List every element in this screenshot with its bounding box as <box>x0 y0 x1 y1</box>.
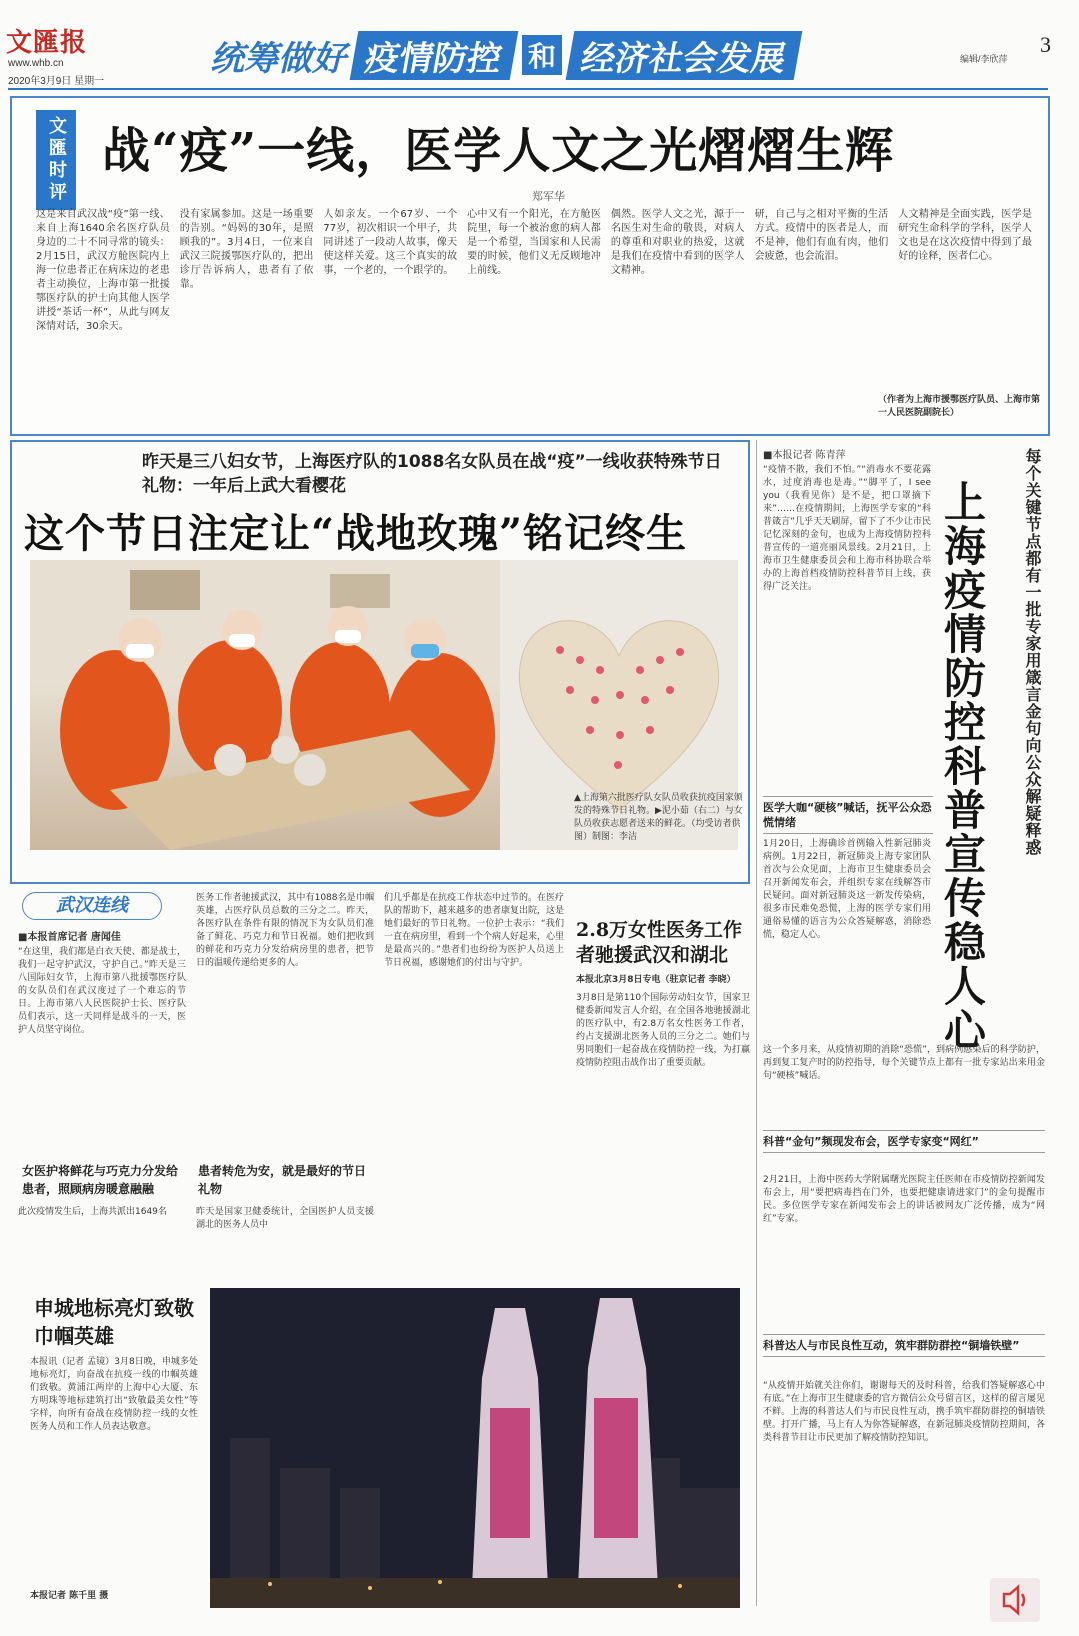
banner-word-2: 疫情防控 <box>350 31 519 80</box>
landmark-photo-credit: 本报记者 陈千里 摄 <box>30 1591 109 1601</box>
section-banner <box>210 30 798 80</box>
wuhan-link-label: 武汉连线 <box>22 892 162 920</box>
sidebar-subhead-3: 科普达人与市民良性互动，筑牢群防群控“铜墙铁壁” <box>763 1334 1045 1357</box>
wuhan-column-3: 们几乎都是在抗疫工作状态中过节的。在医疗队的帮助下，越来越多的患者康复出院，这是她们最好的节日礼物。一位护士表示：“我们一直在病房里，看到一个个病人好起来，心里是最高兴的。”患者们也纷纷为医护人员送上节日祝福，感谢她们的付出与守护。 <box>384 893 564 968</box>
photo-caption: ▲上海第六批医疗队女队员收获抗疫国家颁发的特殊节日礼物。▶泥小茹（右二）与女队员收获志愿者送来的鲜花。（均受访者供图）制图：李洁 <box>574 793 743 842</box>
sidebar-text-5: “从疫情开始就关注你们，谢谢每天的及时科普，给我们答疑解惑心中有底。”在上海市卫生健康委的官方微信公众号留言区，这样的留言屡见不鲜。上海的科普达人们与市民良性互动，携手筑牢群防群控的铜墙铁壁。打开广播，马上有人为你答疑解惑，在新冠肺炎疫情防控期间，各类科普节目让市民更加了解疫情防控知识。 <box>763 1381 1045 1443</box>
nurses-photo <box>30 560 500 850</box>
banner-word-4: 经济社会发展 <box>566 31 803 80</box>
newspaper-logo: 文匯报 <box>6 28 88 58</box>
commentary-box <box>10 96 1050 436</box>
banner-word-1: 统筹做好 <box>210 38 346 79</box>
wuhan-subhead-1: 女医护将鲜花与巧克力分发给患者，照顾病房暖意融融 <box>22 1164 179 1196</box>
nurses-photo-illustration <box>30 560 500 850</box>
wuhan-column-1-tail: 此次疫情发生后，上海共派出1649名 <box>18 1207 167 1217</box>
commentary-author-credit: （作者为上海市援鄂医疗队员、上海市第一人民医院副院长） <box>878 395 1041 418</box>
commentary-column: 心中又有一个阳光，在方舱医院里，每一个被治愈的病人都是一个希望，当国家和人民需要的时候，他们义无反顾地冲上前线。 <box>467 209 601 276</box>
main-article-title: 这个节日注定让“战地玫瑰”铭记终生 <box>24 510 688 557</box>
commentary-column: 研，自己与之相对平衡的生活方式。疫情中的医者是人，而不是神，他们有血有肉，他们会疲惫，也会流泪。 <box>754 209 889 262</box>
doctors-body: 3月8日是第110个国际劳动妇女节，国家卫健委新闻发言人介绍，在全国各地驰援湖北的医疗队中，有2.8万名女性医务工作者，约占支援湖北医务人员的三分之二。她们与男同胞们一起奋战在疫情防控一线，为打赢疫情防控阻击战作出了重要贡献。 <box>576 993 750 1068</box>
sidebar-article <box>756 440 1052 1606</box>
sidebar-text-2: 1月20日，上海确诊首例输入性新冠肺炎病例。1月22日，新冠肺炎上海专家团队首次与公众见面，上海市卫生健康委员会召开新闻发布会，并组织专家在线解答市民疑问。面对新冠肺炎这一新发传染病，很多市民难免恐慌，上海的医学专家们用通俗易懂的语言为公众答疑解惑，消除恐慌，稳定人心。 <box>763 839 931 940</box>
sidebar-subhead-1: 医学大咖“硬核”喊话，抚平公众恐慌情绪 <box>763 796 933 834</box>
commentary-byline: 郑军华 <box>532 190 565 203</box>
page-number: 3 <box>1040 32 1051 57</box>
wuhan-reporter: ■本报首席记者 唐闻佳 <box>18 932 121 943</box>
speaker-icon[interactable] <box>990 1578 1040 1622</box>
doctors-headline: 2.8万女性医务工作者驰援武汉和湖北 <box>576 919 743 966</box>
commentary-column: 偶然。医学人文之光，源于一名医生对生命的敬畏，对病人的尊重和对职业的热爱，这就是我们在疫情中看到的医学人文精神。 <box>610 209 745 276</box>
night-skyline-photo <box>210 1288 740 1608</box>
masthead <box>0 0 1079 92</box>
wuhan-subhead-2: 患者转危为安，就是最好的节日礼物 <box>198 1164 367 1196</box>
commentary-column: 人如亲友。一个67岁、一个77岁，初次相识一个甲子，共同讲述了一段动人故事，像天使这样关爱。这三个真实的故事，一个老的，一个跟学的。 <box>323 209 458 276</box>
commentary-column: 没有家属参加。这是一场重要的告别。“妈妈的30年，是照顾我的”。3月4日，一位来自武汉三院援鄂医疗队的，把出诊厅告诉病人，患者有了依靠。 <box>179 209 314 290</box>
landmark-body: 本报讯（记者 孟镜）3月8日晚，申城多处地标亮灯，向奋战在抗疫一线的巾帼英雄们致敬。黄浦江两岸的上海中心大厦、东方明珠等地标建筑打出“致敬最美女性”等字样，向所有奋战在疫情防控一线的女性医务人员和工作人员表达敬意。 <box>30 1357 198 1432</box>
landmark-headline: 申城地标亮灯致敬巾帼英雄 <box>34 1296 194 1348</box>
masthead-rule <box>8 88 1048 90</box>
wuhan-column-1: “在这里，我们都是白衣天使、都是战士，我们一起守护武汉，守护自己。”昨天是三八国际妇女节，上海市第八批援鄂医疗队的女队员们在武汉度过了一个难忘的节日。上海市第八人民医院护士长、医疗队员们表示，这一天同样是战斗的一天，医护人员坚守岗位。 <box>18 947 186 1035</box>
wuhan-column-2: 医务工作者驰援武汉，其中有1088名是巾帼英雄，占医疗队员总数的三分之二。昨天，各医疗队在条件有限的情况下为女队员们准备了鲜花、巧克力和节日祝福。她们把收到的鲜花和巧克力分发给病房里的患者，把节日的温暖传递给更多的人。 <box>196 893 374 968</box>
sidebar-vertical-kicker: 每个关键节点都有一批专家用箴言金句向公众解疑释惑 <box>1023 448 1042 856</box>
newspaper-url: www.whb.cn <box>8 58 64 69</box>
commentary-column: 人文精神是全面实践，医学是研究生命科学的学科，医学人文也是在这次疫情中得到了最好的诠释，医者仁心。 <box>898 209 1032 262</box>
commentary-title: 战“疫”一线，医学人文之光熠熠生辉 <box>102 123 895 179</box>
sidebar-text-3: 这一个多月来，从疫情初期的消除“恐慌”，到病例感染后的科学防护，再到复工复产时的防控指导，每个关键节点上都有一批专家站出来用金句“硬核”喊话。 <box>763 1045 1045 1081</box>
banner-word-3: 和 <box>522 35 562 75</box>
page-editor: 编辑/李欣萍 <box>960 54 1008 64</box>
sidebar-text-1: “疫情不散，我们不怕。”“消毒水不要花露水，过度消毒也是毒。”“脚平了，I see you（我看见你）是不是，把口罩摘下来”……在疫情期间，上海医学专家的“科普箴言”几乎天天刷屏，留下了不少让市民记忆深刻的金句，也成为上海疫情防控科普宣传的一道亮丽风景线。2月21日，上海市卫生健康委员会和上海市科协联合举办的上海首档疫情防控科普节目上线，获得广泛关注。 <box>763 465 931 592</box>
night-skyline-illustration <box>210 1288 740 1608</box>
sidebar-reporter: ■本报记者 陈青萍 <box>763 450 846 461</box>
issue-date: 2020年3月9日 星期一 <box>8 76 105 87</box>
commentary-column: 这是来自武汉战“疫”第一线、来自上海1640余名医疗队员身边的二十不同寻常的镜头：2月15日，武汉方舱医院内上海一位患者正在病床边的老患者主动换位，上海市第一批援鄂医疗队的护士向其他人医学讲授“茶话一杯”，从此与网友深情对话，30余天。 <box>36 209 170 332</box>
wuhan-column-2-tail: 昨天是国家卫健委统计，全国医护人员支援湖北的医务人员中 <box>196 1207 374 1230</box>
sidebar-subhead-2: 科普“金句”频现发布会，医学专家变“网红” <box>763 1130 1045 1153</box>
sidebar-text-4: 2月21日，上海中医药大学附属曙光医院主任医师在市疫情防控新闻发布会上，用“要把病毒挡在门外，也要把健康请进家门”的金句提醒市民。多位医学专家在新闻发布会上的讲话被网友广泛传播，成为“网红”专家。 <box>763 1175 1045 1224</box>
commentary-label: 文匯时评 <box>36 110 76 210</box>
main-article-kicker: 昨天是三八妇女节，上海医疗队的1088名女队员在战“疫”一线收获特殊节日礼物：一年后上武大看樱花 <box>142 452 722 496</box>
sidebar-vertical-title: 上海疫情防控科普宣传稳人心 <box>938 480 987 1052</box>
speaker-icon-glyph <box>990 1578 1040 1622</box>
doctors-dateline: 本报北京3月8日专电（驻京记者 李晓） <box>576 975 736 985</box>
